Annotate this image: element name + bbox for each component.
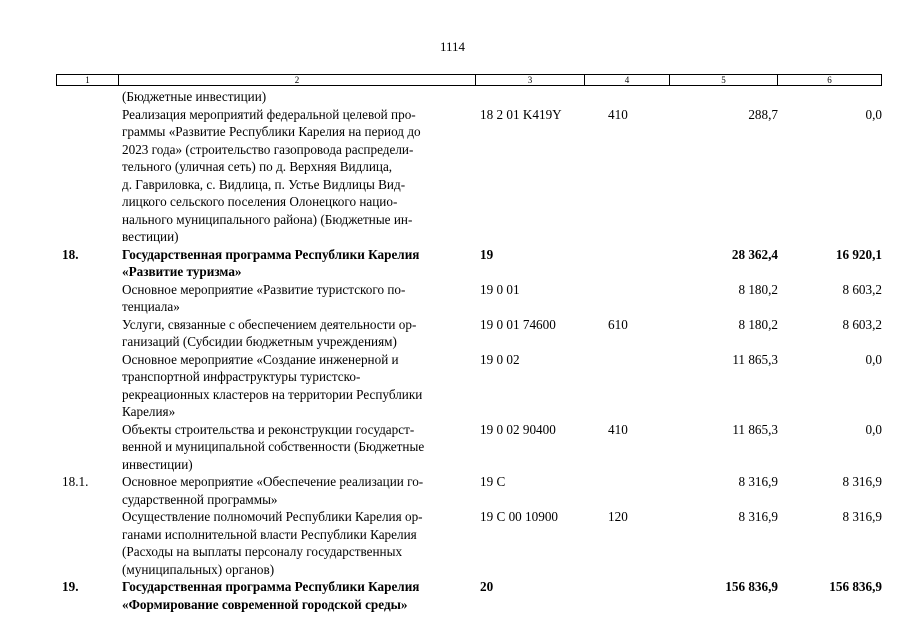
row-type — [608, 351, 668, 421]
table-row — [0, 281, 905, 316]
row-number — [0, 508, 122, 578]
header-col-2: 2 — [119, 75, 476, 85]
row-number — [0, 351, 122, 421]
row-type — [608, 281, 668, 316]
header-col-5: 5 — [670, 75, 778, 85]
row-name: Основное мероприятие «Развитие туристского по- тенциала» — [122, 281, 406, 314]
table-row — [0, 246, 905, 281]
table-row — [0, 421, 905, 474]
row-number: 18.1. — [62, 474, 89, 489]
header-col-4: 4 — [585, 75, 670, 85]
row-value-6: 0,0 — [865, 351, 882, 367]
row-value-6: 156 836,9 — [829, 579, 882, 594]
row-name: (Бюджетные инвестиции) — [122, 89, 267, 104]
row-value-5: 156 836,9 — [725, 579, 778, 594]
page-number: 1114 — [439, 39, 466, 54]
row-code: 20 — [480, 579, 494, 594]
table-row — [0, 351, 905, 421]
table-row — [0, 316, 905, 351]
row-type: 410 — [608, 421, 628, 437]
row-value-5: 28 362,4 — [731, 246, 778, 262]
row-code: 19 — [480, 246, 494, 262]
row-code: 19 С 00 10900 — [480, 509, 559, 524]
row-type: 610 — [608, 316, 628, 332]
row-value-5: 8 316,9 — [738, 509, 778, 524]
row-value-5 — [668, 88, 778, 106]
row-value-6: 8 316,9 — [842, 474, 882, 489]
row-value-6 — [778, 88, 882, 106]
row-value-5: 8 316,9 — [738, 474, 778, 489]
table-row — [0, 88, 905, 106]
row-type: 120 — [608, 509, 628, 524]
row-value-5: 8 180,2 — [738, 281, 778, 297]
row-value-6: 0,0 — [865, 106, 882, 122]
row-number: 18. — [62, 246, 79, 262]
header-col-6: 6 — [827, 75, 832, 85]
row-name: Услуги, связанные с обеспечением деятельности ор- ганизаций (Субсидии бюджетным учреждениям) — [122, 316, 417, 349]
row-value-5: 11 865,3 — [732, 421, 778, 437]
table-row — [0, 508, 905, 578]
row-number — [0, 106, 122, 246]
row-number — [0, 421, 122, 474]
row-code: 19 0 02 90400 — [480, 421, 556, 437]
row-number — [0, 88, 122, 106]
row-name: Основное мероприятие «Обеспечение реализации го- сударственной программы» — [122, 474, 424, 507]
table-row — [0, 473, 905, 508]
header-col-3: 3 — [476, 75, 585, 85]
row-number — [0, 316, 122, 351]
row-value-6: 8 603,2 — [842, 316, 882, 332]
row-value-5: 11 865,3 — [732, 351, 778, 367]
row-code — [480, 88, 608, 106]
table-row — [0, 106, 905, 246]
row-type — [608, 246, 668, 281]
row-name: Осуществление полномочий Республики Карелия ор- ганами исполнительной власти Республики Карелия (Расходы на выплаты персоналу государственных (муниципальных) органов) — [122, 509, 423, 577]
row-type: 410 — [608, 106, 628, 122]
row-value-5: 8 180,2 — [738, 316, 778, 332]
row-value-6: 8 603,2 — [842, 281, 882, 297]
row-code: 18 2 01 K419Y — [480, 106, 562, 122]
row-code: 19 0 01 — [480, 281, 520, 297]
row-value-5: 288,7 — [748, 106, 778, 122]
row-number: 19. — [62, 579, 79, 594]
row-name: Реализация мероприятий федеральной целевой про- граммы «Развитие Республики Карелия на период до 2023 года» (строительство газопровода распредели- тельного (уличная сеть) по д. Верхняя Видлица, д. Гавриловка, с. Видлица, п. Устье Видлицы Вид- лицкого сельского поселения Олонецкого нацио- нального муниципального района) (Бюджетные ин- вестиции) — [122, 106, 421, 244]
row-code: 19 С — [480, 474, 506, 489]
header-col-1: 1 — [57, 75, 119, 85]
table-header — [56, 74, 882, 86]
row-name: Объекты строительства и реконструкции государст- венной и муниципальной собственности (Бюджетные инвестиции) — [122, 421, 425, 472]
row-name: Основное мероприятие «Создание инженерной и транспортной инфраструктуры туристско- рекреационных кластеров на территории Республики Карелия» — [122, 351, 423, 419]
row-value-6: 8 316,9 — [842, 509, 882, 524]
row-value-6: 0,0 — [865, 421, 882, 437]
row-number — [0, 281, 122, 316]
row-type — [608, 88, 668, 106]
row-type — [608, 578, 668, 613]
row-code: 19 0 02 — [480, 351, 520, 367]
row-code: 19 0 01 74600 — [480, 316, 556, 332]
row-value-6: 16 920,1 — [835, 246, 882, 262]
row-name: Государственная программа Республики Карелия «Формирование современной городской среды» — [122, 579, 420, 612]
row-name: Государственная программа Республики Карелия «Развитие туризма» — [122, 246, 420, 279]
table-row — [0, 578, 905, 613]
table-body — [0, 88, 905, 613]
row-type — [608, 473, 668, 508]
